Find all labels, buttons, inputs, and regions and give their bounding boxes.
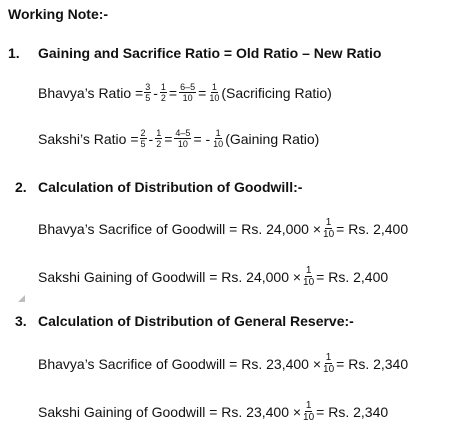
fraction: $\frac{2}{5}$ [140,128,146,149]
fraction: $\frac{1}{2}$ [160,82,166,103]
sacrificing-ratio-note: (Sacrificing Ratio) [221,84,332,101]
fraction: $\frac{1}{10}$ [209,82,220,103]
bhavya-reserve-line: Bhavya’s Sacrifice of Goodwill = Rs. 23,400 × $\frac{1}{10}$ = Rs. 2,340 [38,352,409,375]
bhavya-goodwill-line: Bhavya’s Sacrifice of Goodwill = Rs. 24,000 × $\frac{1}{10}$ = Rs. 2,400 [38,217,409,240]
fraction: $\frac{1}{10}$ [323,217,335,240]
fraction: $\frac{1}{10}$ [303,400,315,423]
section-1-number: 1. [8,45,20,61]
section-2-heading: Calculation of Distribution of Goodwill:- [38,179,303,195]
fraction: $\frac{1}{10}$ [303,265,315,288]
sakshi-ratio-line: Sakshi’s Ratio = $\frac{2}{5}$ - $\frac{1}{2}$ = $\frac{4-5}{10}$ = - $\frac{1}{10}$ (Gaining Ratio) [38,128,320,149]
section-2-number: 2. [15,179,27,195]
working-note-title: Working Note:- [8,6,109,22]
sakshi-reserve-line: Sakshi Gaining of Goodwill = Rs. 23,400 × $\frac{1}{10}$ = Rs. 2,340 [38,400,389,423]
fraction: $\frac{6-5}{10}$ [180,82,196,103]
fraction: $\frac{4-5}{10}$ [175,128,191,149]
fraction: $\frac{3}{5}$ [145,82,151,103]
bhavya-ratio-line: Bhavya’s Ratio = $\frac{3}{5}$ - $\frac{1}{2}$ = $\frac{6-5}{10}$ = $\frac{1}{10}$ (Sacrificing Ratio) [38,82,332,103]
fraction: $\frac{1}{2}$ [156,128,162,149]
resize-marker-icon [18,295,25,302]
gaining-ratio-note: (Gaining Ratio) [225,130,320,147]
bhavya-ratio-label: Bhavya’s Ratio = [38,84,144,101]
fraction: $\frac{1}{10}$ [213,128,224,149]
section-1-heading: Gaining and Sacrifice Ratio = Old Ratio – New Ratio [38,45,382,61]
section-3-heading: Calculation of Distribution of General Reserve:- [38,313,354,329]
sakshi-ratio-label: Sakshi’s Ratio = [38,130,139,147]
fraction: $\frac{1}{10}$ [323,352,335,375]
section-3-number: 3. [15,313,27,329]
sakshi-goodwill-line: Sakshi Gaining of Goodwill = Rs. 24,000 × $\frac{1}{10}$ = Rs. 2,400 [38,265,389,288]
